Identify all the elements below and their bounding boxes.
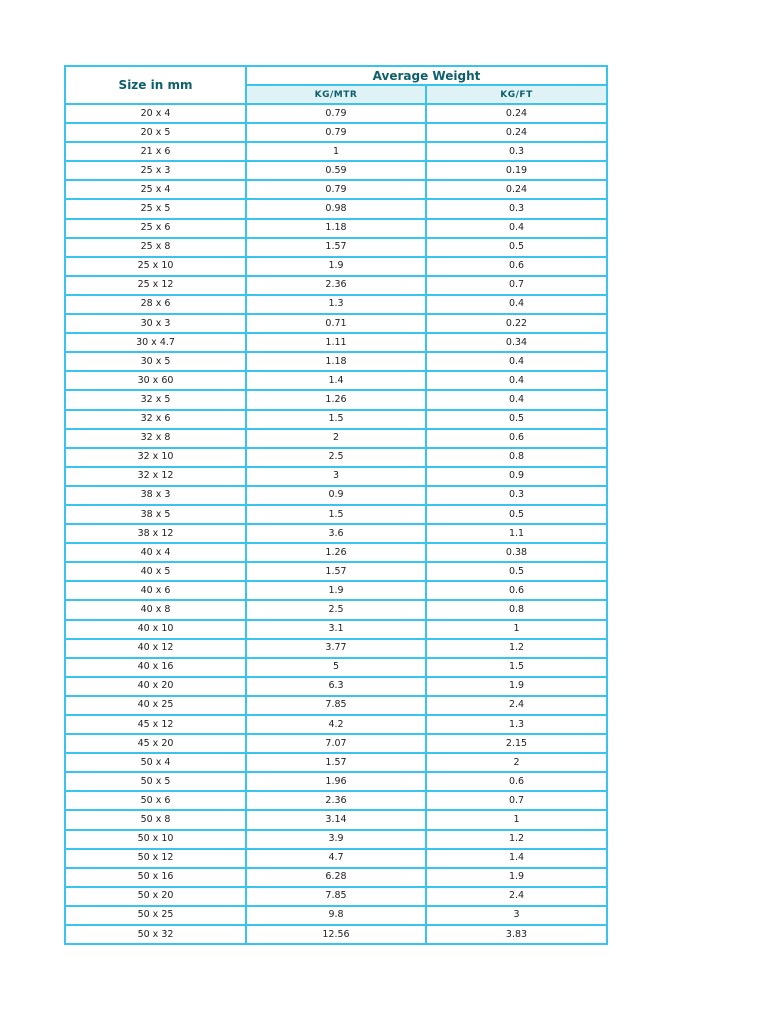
kg-ft-cell: 0.4 xyxy=(426,295,607,314)
kg-ft-column-header: KG/FT xyxy=(426,85,607,104)
kg-mtr-cell: 9.8 xyxy=(246,906,426,925)
kg-mtr-cell: 1.5 xyxy=(246,410,426,429)
kg-mtr-cell: 0.71 xyxy=(246,314,426,333)
kg-mtr-cell: 6.3 xyxy=(246,677,426,696)
kg-mtr-cell: 1.3 xyxy=(246,295,426,314)
size-cell: 30 x 4.7 xyxy=(65,333,246,352)
size-cell: 25 x 8 xyxy=(65,238,246,257)
kg-mtr-cell: 7.07 xyxy=(246,734,426,753)
kg-mtr-cell: 1.9 xyxy=(246,257,426,276)
size-cell: 50 x 8 xyxy=(65,810,246,829)
size-cell: 50 x 10 xyxy=(65,830,246,849)
kg-ft-cell: 1.2 xyxy=(426,830,607,849)
kg-mtr-cell: 2.5 xyxy=(246,600,426,619)
kg-mtr-cell: 7.85 xyxy=(246,887,426,906)
table-row xyxy=(65,696,607,715)
table-row xyxy=(65,849,607,868)
size-cell: 25 x 3 xyxy=(65,161,246,180)
table-row xyxy=(65,830,607,849)
table-row xyxy=(65,486,607,505)
kg-ft-cell: 2.15 xyxy=(426,734,607,753)
kg-ft-cell: 0.4 xyxy=(426,219,607,238)
kg-mtr-cell: 1.57 xyxy=(246,753,426,772)
size-cell: 38 x 3 xyxy=(65,486,246,505)
kg-ft-cell: 0.5 xyxy=(426,562,607,581)
kg-ft-cell: 3 xyxy=(426,906,607,925)
size-cell: 40 x 16 xyxy=(65,658,246,677)
kg-ft-cell: 1.4 xyxy=(426,849,607,868)
kg-ft-cell: 2.4 xyxy=(426,696,607,715)
kg-ft-cell: 0.19 xyxy=(426,161,607,180)
size-cell: 38 x 12 xyxy=(65,524,246,543)
size-cell: 50 x 32 xyxy=(65,925,246,944)
kg-mtr-cell: 1.18 xyxy=(246,352,426,371)
size-cell: 28 x 6 xyxy=(65,295,246,314)
size-cell: 32 x 8 xyxy=(65,429,246,448)
kg-ft-cell: 0.7 xyxy=(426,791,607,810)
weight-table-sheet xyxy=(64,65,606,945)
kg-mtr-cell: 3.14 xyxy=(246,810,426,829)
table-body xyxy=(65,104,607,944)
size-cell: 40 x 12 xyxy=(65,639,246,658)
table-row xyxy=(65,371,607,390)
size-cell: 30 x 5 xyxy=(65,352,246,371)
size-cell: 20 x 4 xyxy=(65,104,246,123)
size-cell: 45 x 12 xyxy=(65,715,246,734)
table-row xyxy=(65,352,607,371)
kg-ft-cell: 1.3 xyxy=(426,715,607,734)
table-row xyxy=(65,219,607,238)
table-row xyxy=(65,639,607,658)
kg-mtr-column-header: KG/MTR xyxy=(246,85,426,104)
kg-mtr-cell: 3.77 xyxy=(246,639,426,658)
size-cell: 32 x 5 xyxy=(65,390,246,409)
kg-ft-cell: 0.22 xyxy=(426,314,607,333)
kg-ft-cell: 1.9 xyxy=(426,677,607,696)
table-row xyxy=(65,715,607,734)
table-row xyxy=(65,142,607,161)
size-cell: 45 x 20 xyxy=(65,734,246,753)
kg-ft-cell: 0.34 xyxy=(426,333,607,352)
size-cell: 25 x 4 xyxy=(65,180,246,199)
kg-mtr-cell: 5 xyxy=(246,658,426,677)
size-cell: 32 x 6 xyxy=(65,410,246,429)
table-row xyxy=(65,276,607,295)
kg-mtr-cell: 0.98 xyxy=(246,199,426,218)
kg-mtr-cell: 2.36 xyxy=(246,791,426,810)
size-cell: 40 x 5 xyxy=(65,562,246,581)
table-row xyxy=(65,180,607,199)
table-row xyxy=(65,620,607,639)
size-cell: 32 x 10 xyxy=(65,448,246,467)
table-row xyxy=(65,581,607,600)
kg-mtr-cell: 1.96 xyxy=(246,772,426,791)
kg-mtr-cell: 2 xyxy=(246,429,426,448)
table-row xyxy=(65,123,607,142)
table-row xyxy=(65,199,607,218)
kg-mtr-cell: 3.6 xyxy=(246,524,426,543)
size-cell: 25 x 5 xyxy=(65,199,246,218)
table-row xyxy=(65,505,607,524)
kg-mtr-cell: 2.36 xyxy=(246,276,426,295)
kg-ft-cell: 1.1 xyxy=(426,524,607,543)
table-row xyxy=(65,543,607,562)
table-row xyxy=(65,161,607,180)
size-cell: 21 x 6 xyxy=(65,142,246,161)
kg-ft-cell: 0.38 xyxy=(426,543,607,562)
kg-mtr-cell: 1.18 xyxy=(246,219,426,238)
table-row xyxy=(65,772,607,791)
size-cell: 30 x 3 xyxy=(65,314,246,333)
kg-mtr-cell: 0.9 xyxy=(246,486,426,505)
weight-table xyxy=(64,65,608,945)
kg-ft-cell: 1 xyxy=(426,810,607,829)
kg-mtr-cell: 6.28 xyxy=(246,868,426,887)
kg-ft-cell: 0.3 xyxy=(426,199,607,218)
kg-mtr-cell: 1.4 xyxy=(246,371,426,390)
kg-mtr-cell: 7.85 xyxy=(246,696,426,715)
kg-mtr-cell: 3.9 xyxy=(246,830,426,849)
size-cell: 38 x 5 xyxy=(65,505,246,524)
kg-mtr-cell: 4.2 xyxy=(246,715,426,734)
kg-ft-cell: 0.24 xyxy=(426,180,607,199)
kg-mtr-cell: 1.11 xyxy=(246,333,426,352)
size-cell: 40 x 8 xyxy=(65,600,246,619)
table-row xyxy=(65,810,607,829)
size-cell: 50 x 20 xyxy=(65,887,246,906)
kg-mtr-cell: 1.9 xyxy=(246,581,426,600)
kg-mtr-cell: 0.59 xyxy=(246,161,426,180)
kg-ft-cell: 0.4 xyxy=(426,352,607,371)
kg-mtr-cell: 1 xyxy=(246,142,426,161)
kg-mtr-cell: 1.26 xyxy=(246,543,426,562)
kg-ft-cell: 0.4 xyxy=(426,371,607,390)
kg-ft-cell: 0.8 xyxy=(426,448,607,467)
size-cell: 20 x 5 xyxy=(65,123,246,142)
kg-ft-cell: 0.4 xyxy=(426,390,607,409)
table-row xyxy=(65,257,607,276)
kg-ft-cell: 0.8 xyxy=(426,600,607,619)
kg-mtr-cell: 1.57 xyxy=(246,562,426,581)
table-row xyxy=(65,410,607,429)
kg-ft-cell: 0.6 xyxy=(426,257,607,276)
size-cell: 50 x 12 xyxy=(65,849,246,868)
size-cell: 50 x 25 xyxy=(65,906,246,925)
table-row xyxy=(65,390,607,409)
table-row xyxy=(65,467,607,486)
kg-mtr-cell: 0.79 xyxy=(246,180,426,199)
kg-ft-cell: 0.5 xyxy=(426,505,607,524)
kg-ft-cell: 0.3 xyxy=(426,486,607,505)
table-row xyxy=(65,448,607,467)
table-row xyxy=(65,524,607,543)
size-cell: 30 x 60 xyxy=(65,371,246,390)
size-cell: 40 x 4 xyxy=(65,543,246,562)
table-row xyxy=(65,104,607,123)
kg-ft-cell: 0.6 xyxy=(426,581,607,600)
table-row xyxy=(65,734,607,753)
size-cell: 25 x 6 xyxy=(65,219,246,238)
kg-ft-cell: 0.6 xyxy=(426,429,607,448)
table-row xyxy=(65,295,607,314)
table-row xyxy=(65,562,607,581)
kg-mtr-cell: 3 xyxy=(246,467,426,486)
kg-ft-cell: 3.83 xyxy=(426,925,607,944)
kg-ft-cell: 0.9 xyxy=(426,467,607,486)
table-row xyxy=(65,238,607,257)
kg-ft-cell: 2.4 xyxy=(426,887,607,906)
kg-mtr-cell: 3.1 xyxy=(246,620,426,639)
table-row xyxy=(65,925,607,944)
size-cell: 40 x 20 xyxy=(65,677,246,696)
table-row xyxy=(65,600,607,619)
size-cell: 50 x 4 xyxy=(65,753,246,772)
table-row xyxy=(65,314,607,333)
size-cell: 25 x 12 xyxy=(65,276,246,295)
kg-mtr-cell: 12.56 xyxy=(246,925,426,944)
kg-mtr-cell: 1.57 xyxy=(246,238,426,257)
size-cell: 40 x 6 xyxy=(65,581,246,600)
kg-ft-cell: 1 xyxy=(426,620,607,639)
table-row xyxy=(65,333,607,352)
kg-mtr-cell: 0.79 xyxy=(246,123,426,142)
table-row xyxy=(65,429,607,448)
size-cell: 50 x 16 xyxy=(65,868,246,887)
table-row xyxy=(65,753,607,772)
kg-ft-cell: 0.24 xyxy=(426,104,607,123)
kg-ft-cell: 0.7 xyxy=(426,276,607,295)
table-row xyxy=(65,887,607,906)
kg-ft-cell: 1.9 xyxy=(426,868,607,887)
size-cell: 40 x 25 xyxy=(65,696,246,715)
size-cell: 32 x 12 xyxy=(65,467,246,486)
kg-ft-cell: 0.3 xyxy=(426,142,607,161)
table-row xyxy=(65,677,607,696)
kg-ft-cell: 0.5 xyxy=(426,410,607,429)
kg-mtr-cell: 2.5 xyxy=(246,448,426,467)
kg-ft-cell: 1.2 xyxy=(426,639,607,658)
average-weight-header: Average Weight xyxy=(246,66,607,85)
table-row xyxy=(65,658,607,677)
table-row xyxy=(65,791,607,810)
kg-mtr-cell: 1.5 xyxy=(246,505,426,524)
size-column-header: Size in mm xyxy=(65,66,246,104)
kg-ft-cell: 1.5 xyxy=(426,658,607,677)
kg-mtr-cell: 0.79 xyxy=(246,104,426,123)
kg-ft-cell: 2 xyxy=(426,753,607,772)
kg-ft-cell: 0.5 xyxy=(426,238,607,257)
table-row xyxy=(65,906,607,925)
table-row xyxy=(65,868,607,887)
kg-mtr-cell: 4.7 xyxy=(246,849,426,868)
kg-mtr-cell: 1.26 xyxy=(246,390,426,409)
size-cell: 40 x 10 xyxy=(65,620,246,639)
kg-ft-cell: 0.24 xyxy=(426,123,607,142)
kg-ft-cell: 0.6 xyxy=(426,772,607,791)
size-cell: 50 x 5 xyxy=(65,772,246,791)
size-cell: 50 x 6 xyxy=(65,791,246,810)
size-cell: 25 x 10 xyxy=(65,257,246,276)
